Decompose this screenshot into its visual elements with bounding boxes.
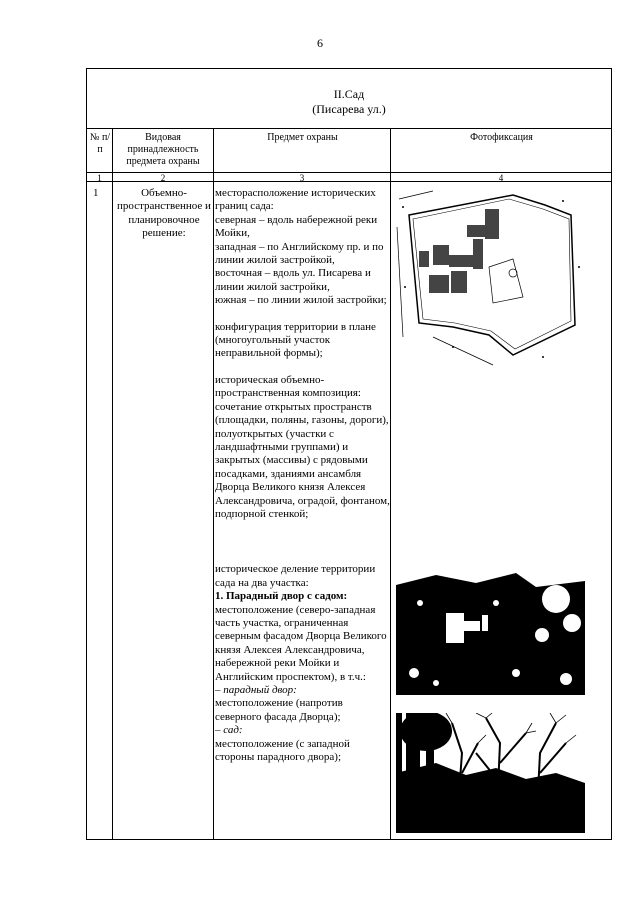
grid-line: [390, 129, 391, 839]
col-number-3: 3: [299, 173, 305, 183]
site-plan-image: [393, 187, 589, 372]
header-number: № п/п: [89, 132, 111, 155]
division-intro: историческое деление территории сада на два участка:: [215, 563, 376, 589]
trees-photo: [396, 713, 585, 833]
composition-text: историческая объемно-пространственная композиция: сочетание открытых пространств (площадки, поляны, газоны, дороги), полуоткрытых (участки с ландшафтными группами) и закрытых (массивы) с рядовыми посадками, зданиями ансамбля Дворца Великого князя Алексея Александровича, оградой, фонтаном, подпорной стенкой;: [215, 373, 390, 520]
subject-line: восточная – вдоль ул. Писарева и линии жилой застройки,: [215, 267, 371, 293]
col-number-1: 1: [97, 173, 102, 183]
row-number: 1: [93, 187, 99, 199]
garden-text: местоположение (с западной стороны парадного двора);: [215, 737, 350, 764]
col-number-2: 2: [160, 173, 166, 183]
header-type: Видовая принадлежность предмета охраны: [126, 132, 200, 167]
page-number: 6: [317, 36, 323, 50]
row-subject: [215, 187, 390, 764]
header-photo: Фотофиксация: [470, 132, 533, 143]
grid-line: [213, 129, 214, 839]
table-frame: [86, 68, 612, 840]
col-number-4: 4: [498, 173, 504, 183]
court-label: – парадный двор:: [215, 684, 297, 696]
title-line-2: (Писарева ул.): [312, 102, 386, 116]
garden-photo: [396, 563, 585, 695]
subject-line: месторасположение исторических границ сада:: [215, 187, 376, 213]
config-text: конфигурация территории в плане (многоугольный участок неправильной формы);: [215, 320, 376, 360]
garden-label: – сад:: [215, 724, 243, 737]
header-subject: Предмет охраны: [267, 132, 338, 143]
court-text: местоположение (напротив северного фасада Дворца);: [215, 697, 343, 723]
table-title: [87, 69, 611, 129]
subject-line: западная – по Английскому пр. и по линии жилой застройкой,: [215, 240, 384, 267]
row-type: Объемно-пространственное и планировочное решение:: [117, 187, 211, 240]
subject-line: южная – по линии жилой застройки;: [215, 294, 387, 307]
division-title: 1. Парадный двор с садом:: [215, 590, 348, 603]
division-text: местоположение (северо-западная часть участка, ограниченная северным фасадом Дворца Великого князя Алексея Александровича, набережной реки Мойки и Английским проспектом), в т.ч.:: [215, 603, 387, 683]
subject-line: северная – вдоль набережной реки Мойки,: [215, 213, 378, 240]
title-line-1: II.Сад: [333, 87, 365, 101]
grid-line: [112, 129, 113, 839]
